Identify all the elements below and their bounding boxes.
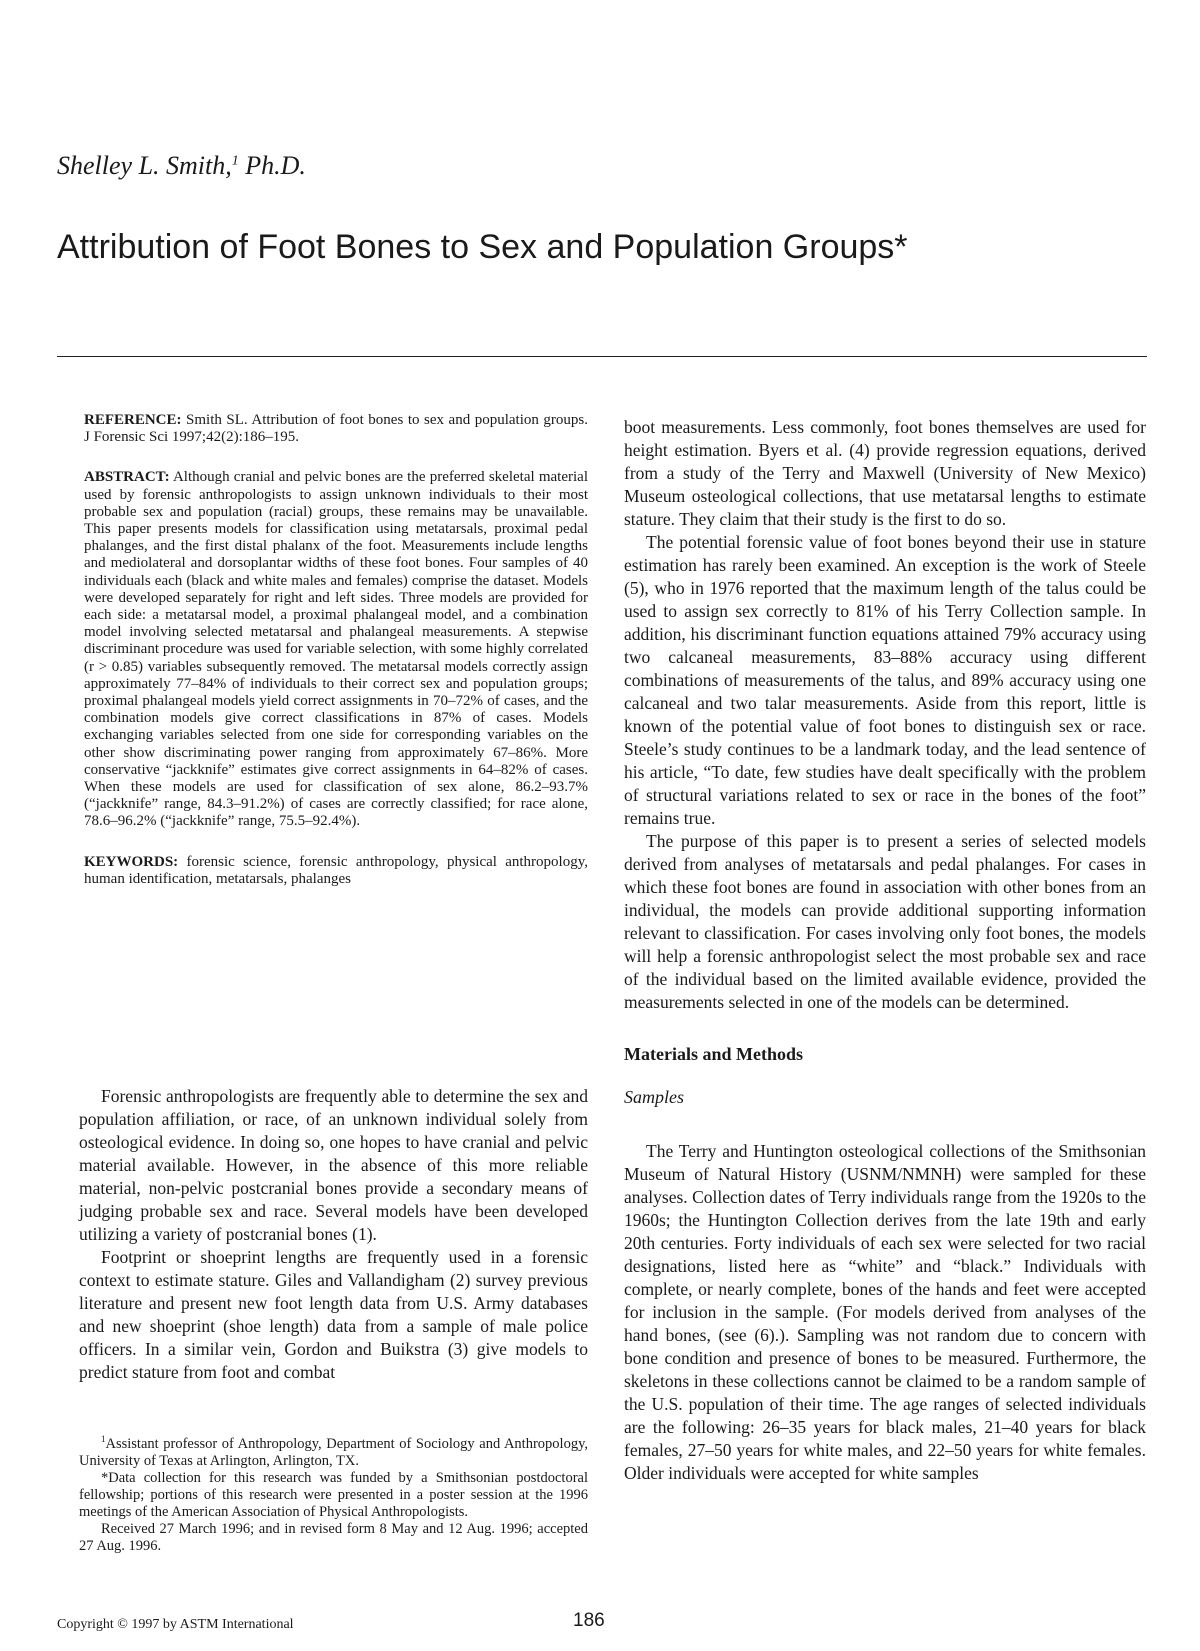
body-left-column	[79, 1085, 588, 1384]
keywords-text: forensic science, forensic anthropology, physical anthropology, human identification, metatarsals, phalanges	[84, 853, 588, 887]
keywords-block	[84, 854, 588, 888]
copyright-notice: Copyright © 1997 by ASTM International	[57, 1617, 294, 1632]
footnote-received: Received 27 March 1996; and in revised form 8 May and 12 Aug. 1996; accepted 27 Aug. 1996.	[79, 1521, 588, 1554]
body-paragraph: The potential forensic value of foot bones beyond their use in stature estimation has rarely been examined. An exception is the work of Steele (5), who in 1976 reported that the maximum length of the talus could be used to assign sex correctly to 81% of his Terry Collection sample. In addition, his discriminant function equations attained 79% accuracy using two calcaneal measurements, 83–88% accuracy using different combinations of measurements of the talus, and 89% accuracy using one calcaneal and two talar measurements. Aside from this report, little is known of the potential value of foot bones to distinguish sex or race. Steele’s study continues to be a landmark today, and the lead sentence of his article, “To date, few studies have dealt specifically with the problem of structural variations related to sex or race in the bones of the foot” remains true.	[624, 532, 1146, 828]
reference-block	[84, 412, 588, 446]
reference-label: REFERENCE:	[84, 412, 182, 428]
footnote-affiliation	[79, 1436, 588, 1470]
abstract-label: ABSTRACT:	[84, 469, 170, 486]
title-divider	[57, 356, 1147, 357]
author-name: Shelley L. Smith,	[57, 151, 232, 180]
keywords-label: KEYWORDS:	[84, 853, 179, 870]
author-degree: Ph.D.	[238, 151, 306, 180]
body-paragraph: Forensic anthropologists are frequently able to determine the sex and population affiliation, or race, of an unknown individual solely from osteological evidence. In doing so, one hopes to have cranial and pelvic material available. However, in the absence of this more reliable material, non-pelvic postcranial bones provide a secondary means of judging probable sex and race. Several models have been developed utilizing a variety of postcranial bones (1).	[79, 1086, 588, 1244]
footnotes	[79, 1436, 588, 1555]
footnote-affiliation-text: Assistant professor of Anthropology, Department of Sociology and Anthropology, University of Texas at Arlington, Arlington, TX.	[79, 1436, 588, 1469]
body-paragraph: The Terry and Huntington osteological collections of the Smithsonian Museum of Natural History (USNM/NMNH) were sampled for these analyses. Collection dates of Terry individuals range from the 1920s to the 1960s; the Huntington Collection derives from the late 19th and early 20th centuries. Forty individuals of each sex were selected for two racial designations, listed here as “white” and “black.” Individuals with complete, or nearly complete, bones of the hands and feet were accepted for inclusion in the sample. (For models derived from analyses of the hand bones, (see (6).). Sampling was not random due to concern with bone condition and presence of bones to be measured. Furthermore, the skeletons in these collections cannot be claimed to be a random sample of the U.S. population of their time. The age ranges of selected individuals are the following: 26–35 years for black males, 21–40 years for black females, 27–50 years for white males, and 22–50 years for white females. Older individuals were accepted for white samples	[624, 1141, 1146, 1483]
page-number: 186	[573, 1610, 605, 1631]
section-heading: Materials and Methods	[624, 1044, 803, 1064]
footnote-funding: *Data collection for this research was funded by a Smithsonian postdoctoral fellowship; portions of this research were presented in a poster session at the 1996 meetings of the American Association of Physical Anthropologists.	[79, 1470, 588, 1520]
reference-text: Smith SL. Attribution of foot bones to sex and population groups. J Forensic Sci 1997;42(2):186–195.	[84, 412, 588, 446]
body-paragraph: Footprint or shoeprint lengths are frequently used in a forensic context to estimate stature. Giles and Vallandigham (2) survey previous literature and present new foot length data from U.S. Army databases and new shoeprint (shoe length) data from a sample of male police officers. In a similar vein, Gordon and Buikstra (3) give models to predict stature from foot and combat	[79, 1247, 588, 1382]
subsection-heading: Samples	[624, 1087, 684, 1107]
author-footnote-mark: 1	[231, 153, 239, 169]
body-paragraph: boot measurements. Less commonly, foot bones themselves are used for height estimation. Byers et al. (4) provide regression equations, derived from a study of the Terry and Maxwell (University of New Mexico) Museum osteological collections, that use metatarsal lengths to estimate stature. They claim that their study is the first to do so.	[624, 417, 1146, 529]
abstract-block	[84, 469, 588, 830]
body-paragraph: The purpose of this paper is to present a series of selected models derived from analyses of metatarsals and pedal phalanges. For cases in which these foot bones are found in association with other bones from an individual, the models can provide additional supporting information relevant to classification. For cases involving only foot bones, the models will help a forensic anthropologist select the most probable sex and race of the individual based on the limited available evidence, provided the measurements selected in one of the models can be determined.	[624, 831, 1146, 1012]
footnote-mark: 1	[101, 1434, 106, 1445]
body-right-column	[624, 416, 1146, 1485]
abstract-column	[84, 412, 588, 911]
abstract-text: Although cranial and pelvic bones are the preferred skeletal material used by forensic anthropologists to assign unknown individuals to their most probable sex and population (racial) groups, these remains may be unavailable. This paper presents models for classification using metatarsals, proximal pedal phalanges, and the first distal phalanx of the foot. Measurements include lengths and mediolateral and dorsoplantar widths of these foot bones. Four samples of 40 individuals each (black and white males and females) comprise the dataset. Models were developed separately for right and left sides. Three models are provided for each side: a metatarsal model, a proximal phalangeal model, and a combination model involving selected metatarsal and phalangeal measurements. A stepwise discriminant procedure was used for variable selection, with some highly correlated (r > 0.85) variables subsequently removed. The metatarsal models correctly assign approximately 77–84% of individuals to their correct sex and population groups; proximal phalangeal models yield correct assignments in 70–72% of cases, and the combination models give correct classifications in 87% of cases. Models exchanging variables selected from one side for corresponding variables on the other show discriminating power ranging from approximately 67–86%. More conservative “jackknife” estimates give correct assignments in 64–82% of cases. When these models are used for classification of sex alone, 86.2–93.7% (“jackknife” range, 84.3–91.2%) of cases are correctly classified; for race alone, 78.6–96.2% (“jackknife” range, 75.5–92.4%).	[84, 469, 588, 830]
article-title: Attribution of Foot Bones to Sex and Population Groups*	[57, 228, 908, 266]
author-line	[57, 151, 306, 181]
